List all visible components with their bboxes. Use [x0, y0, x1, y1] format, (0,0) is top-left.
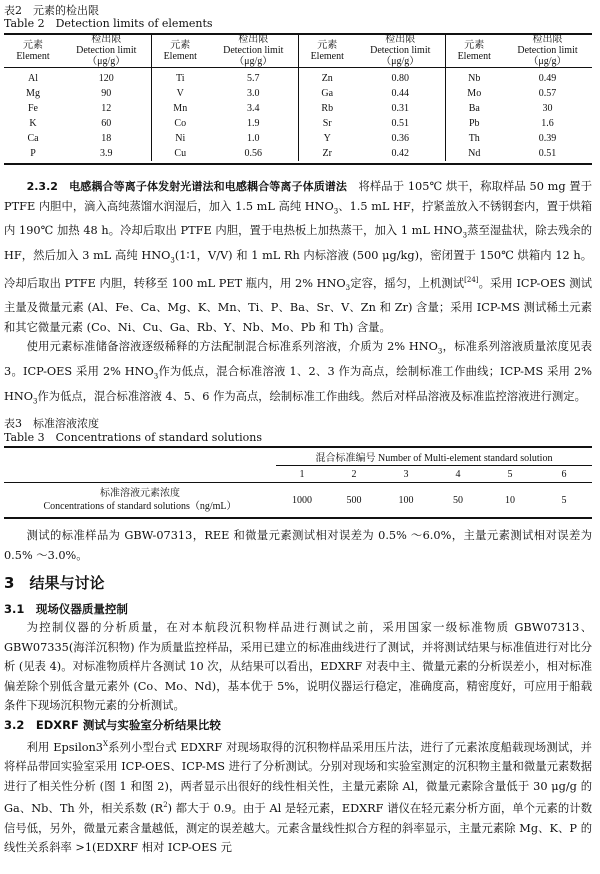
section-3-2-body	[4, 735, 592, 858]
table2-bottom-rule	[4, 163, 592, 165]
table2-limit-cell: 0.49	[538, 73, 557, 84]
table2-limit-cell: 0.44	[356, 86, 445, 101]
table2-limit-cell: 0.80	[356, 68, 445, 87]
section-3-1-heading: 3.1 现场仪器质量控制	[4, 602, 128, 616]
table3-caption-en: Table 3 Concentrations of standard solutions	[4, 431, 262, 444]
table2-limit-cell: 90	[62, 86, 151, 101]
table2-element-header: 元素 Element	[298, 34, 356, 68]
section-3-2-heading: 3.2 EDXRF 测试与实验室分析结果比较	[4, 718, 221, 732]
table3-number-cell: 6	[536, 466, 592, 483]
table2-element-header: 元素 Element	[4, 34, 62, 68]
table2-element-cell: Ni	[175, 133, 186, 144]
paragraph-standard-sample	[4, 526, 592, 565]
table2-limit-cell: 30	[542, 103, 553, 114]
table3-caption-cn: 表3 标准溶液浓度	[4, 417, 99, 430]
section-2-3-2-heading: 2.3.2 电感耦合等离子体发射光谱法和电感耦合等离子体质谱法	[26, 180, 348, 193]
table3-value-row	[4, 483, 592, 518]
table2-row	[4, 101, 592, 116]
table2-element-cell: Ba	[468, 103, 480, 114]
table2-limit-cell: 0.51	[538, 148, 557, 159]
table2-element-cell: Al	[28, 73, 38, 84]
table3-bottom-rule	[4, 517, 592, 519]
table2-limit-header: 检出限 Detection limit （μg/g）	[209, 34, 298, 68]
section-3-2-text: 利用 $Epsilon3^X$系列小型台式 EDXRF 对现场取得的沉积物样品采用压片法，进行了元素浓度船载现场测试，并将样品带回实验室采用 ICP-OES、ICP-MS 进行了分析测试。分别对现场和实验室测定的沉积物主量和微量元素数据进行了相关性分析 (图 1 和图 2)，两者显示出很好的线性相关性，主量元素除 Al，微量元素除含量低于 30 μg/g 的 Ga、Nb、Th 外，相关系数 $(R^2)$ 都大于 0.9。由于 Al 是轻元素，EDXRF 谱仪在轻元素分析方面，单个元素的计数信号低，另外，微量元素含量越低，测定的误差越大。元素含量线性拟合方程的斜率显示，主量元素除 Mg、K、P 的线性关系斜率 >1(EDXRF 相对 ICP-OES 元	[4, 740, 592, 855]
table2-element-cell: Mo	[467, 88, 482, 99]
table2-element-cell: Fe	[28, 103, 38, 114]
table3-value-cell: 10	[505, 494, 515, 506]
table2-limit-cell: 120	[62, 68, 151, 87]
table3-number-cell: 1	[276, 466, 328, 483]
table2-element-header: 元素 Element	[445, 34, 503, 68]
table3-value-cell: 500	[346, 494, 362, 506]
table2-element-cell: Rb	[321, 103, 334, 114]
table2-element-cell: Zr	[322, 148, 332, 159]
table2-element-header: 元素 Element	[151, 34, 209, 68]
table2-element-cell: Cu	[174, 148, 187, 159]
table2-limit-header: 检出限 Detection limit （μg/g）	[503, 34, 592, 68]
table3	[4, 448, 592, 517]
table2-element-cell: Co	[174, 118, 187, 129]
table2-element-cell: K	[29, 118, 37, 129]
table2-element-cell: Ti	[175, 73, 185, 84]
table2-limit-cell: 12	[62, 101, 151, 116]
table2-caption-cn: 表2 元素的检出限	[4, 4, 99, 17]
table2-element-cell: P	[30, 148, 36, 159]
table3-group-header-row	[4, 448, 592, 466]
table2-limit-cell: 1.6	[541, 118, 554, 129]
table2-row	[4, 146, 592, 161]
table2-limit-cell: 0.56	[209, 146, 298, 161]
table2-limit-cell: 1.9	[209, 116, 298, 131]
table3-number-row	[4, 466, 592, 483]
table2-limit-cell: 0.42	[356, 146, 445, 161]
table2-limit-cell: 3.4	[209, 101, 298, 116]
table2-header-row	[4, 34, 592, 68]
table2	[4, 34, 592, 161]
section-2-3-2-paragraph-2: 使用元素标准储备溶液逐级稀释的方法配制混合标准系列溶液，介质为 2% $HNO_3$，标准系列溶液质量浓度见表 3。ICP-OES 采用 2% $HNO_3$作为低点，混合标准溶液 1、2、3 作为高点，绘制标准工作曲线；ICP-MS 采用 2% $HNO_3$作为低点，混合标准溶液 4、5、6 作为高点，绘制标准工作曲线。然后对样品溶液及标准监控溶液进行测定。	[4, 340, 592, 406]
table2-element-cell: Nb	[468, 73, 481, 84]
table3-number-cell: 3	[380, 466, 432, 483]
table2-element-cell: Nd	[468, 148, 481, 159]
table2-limit-cell: 0.36	[356, 131, 445, 146]
table2-limit-cell: 0.31	[356, 101, 445, 116]
table2-limit-cell: 3.0	[209, 86, 298, 101]
table3-number-cell: 2	[328, 466, 380, 483]
section-3-heading: 3 结果与讨论	[4, 574, 105, 592]
table2-row	[4, 131, 592, 146]
table2-element-cell: Mg	[26, 88, 40, 99]
table2-element-cell: V	[176, 88, 184, 99]
table2-limit-cell: 0.51	[356, 116, 445, 131]
section-3-1-body	[4, 618, 592, 716]
section-2-3-2-paragraph-1: 2.3.2 电感耦合等离子体发射光谱法和电感耦合等离子体质谱法 将样品于 105℃ 烘干，称取样品 50 mg 置于 PTFE 内胆中，滴入高纯蒸馏水润湿后，加入 1.5 mL 高纯 $HNO_3$、1.5 mL HF，拧紧盖放入不锈钢套内，置于烘箱内 190℃ 加热 48 h。冷却后取出 PTFE 内胆，置于电热板上加热蒸干，加入 1 mL $HNO_3$蒸至湿盐状，除去残余的 HF，然后加入 3 mL 高纯 $HNO_3(1∶1$，V/V) 和 1 mL Rh 内标溶液 (500 μg/kg)，密闭置于 150℃ 烘箱内 12 h。冷却后取出 PTFE 内胆，转移至 100 mL PET 瓶内，用 2% $HNO_3$定容，摇匀，上机测试[24]。采用 ICP-OES 测试主量及微量元素 (Al、Fe、Ca、Mg、K、Mn、Ti、P、Ba、Sr、V、Zn 和 Zr) 含量；采用 ICP-MS 测试稀土元素和其它微量元素 (Co、Ni、Cu、Ga、Rb、Y、Nb、Mo、Pb 和 Th) 含量。	[4, 180, 592, 334]
table2-limit-cell: 18	[62, 131, 151, 146]
table3-value-cell: 50	[453, 494, 463, 506]
table2-element-cell: Ga	[321, 88, 334, 99]
table3-value-cell: 1000	[292, 494, 312, 506]
table2-element-cell: Ca	[27, 133, 39, 144]
table2-limit-cell: 3.9	[62, 146, 151, 161]
table2-element-cell: Mn	[173, 103, 188, 114]
table2-limit-header: 检出限 Detection limit （μg/g）	[62, 34, 151, 68]
table3-value-cell: 5	[561, 494, 567, 506]
table2-element-cell: Th	[468, 133, 480, 144]
table3-group-header: 混合标准编号 Number of Multi-element standard solution	[276, 448, 592, 466]
table2-row	[4, 68, 592, 87]
table3-number-cell: 5	[484, 466, 536, 483]
table2-element-cell: Y	[323, 133, 331, 144]
table2-element-cell: Sr	[322, 118, 332, 129]
table2-limit-header: 检出限 Detection limit （μg/g）	[356, 34, 445, 68]
table2-limit-cell: 0.57	[538, 88, 557, 99]
table2-limit-cell: 1.0	[209, 131, 298, 146]
table3-row-label: 标准溶液元素浓度 Concentrations of standard solutions（ng/mL）	[43, 488, 237, 512]
table3-number-cell: 4	[432, 466, 484, 483]
section-3-1-text: 为控制仪器的分析质量，在对本航段沉积物样品进行测试之前，采用国家一级标准物质 GBW07313、GBW07335(海洋沉积物) 作为质量监控样品，采用已建立的标准曲线进行了测试，并将测试结果与标准值进行对比分析 (见表 4)。对标准物质样片各测试 10 次，从结果可以看出，EDXRF 对表中主、微量元素的分析误差小，相对标准偏差除个别低含量元素外 (Co、Mo、Nd)，基本优于 5%，说明仪器运行稳定，准确度高，精密度好，可应用于船载条件下现场沉积物元素的分析测试。	[4, 621, 592, 712]
table2-limit-cell: 60	[62, 116, 151, 131]
table2-element-cell: Zn	[321, 73, 333, 84]
table2-row	[4, 116, 592, 131]
paragraph-standard-sample-text: 测试的标准样品为 GBW-07313，REE 和微量元素测试相对误差为 0.5% ～6.0%，主量元素测试相对误差为 0.5% ～3.0%。	[4, 529, 592, 562]
table2-limit-cell: 0.39	[538, 133, 557, 144]
table2-caption-en: Table 2 Detection limits of elements	[4, 17, 213, 30]
section-2-3-2	[4, 177, 592, 412]
table3-value-cell: 100	[398, 494, 414, 506]
table2-limit-cell: 5.7	[209, 68, 298, 87]
reference-24: [24]	[464, 275, 479, 284]
table2-row	[4, 86, 592, 101]
table2-element-cell: Pb	[468, 118, 480, 129]
